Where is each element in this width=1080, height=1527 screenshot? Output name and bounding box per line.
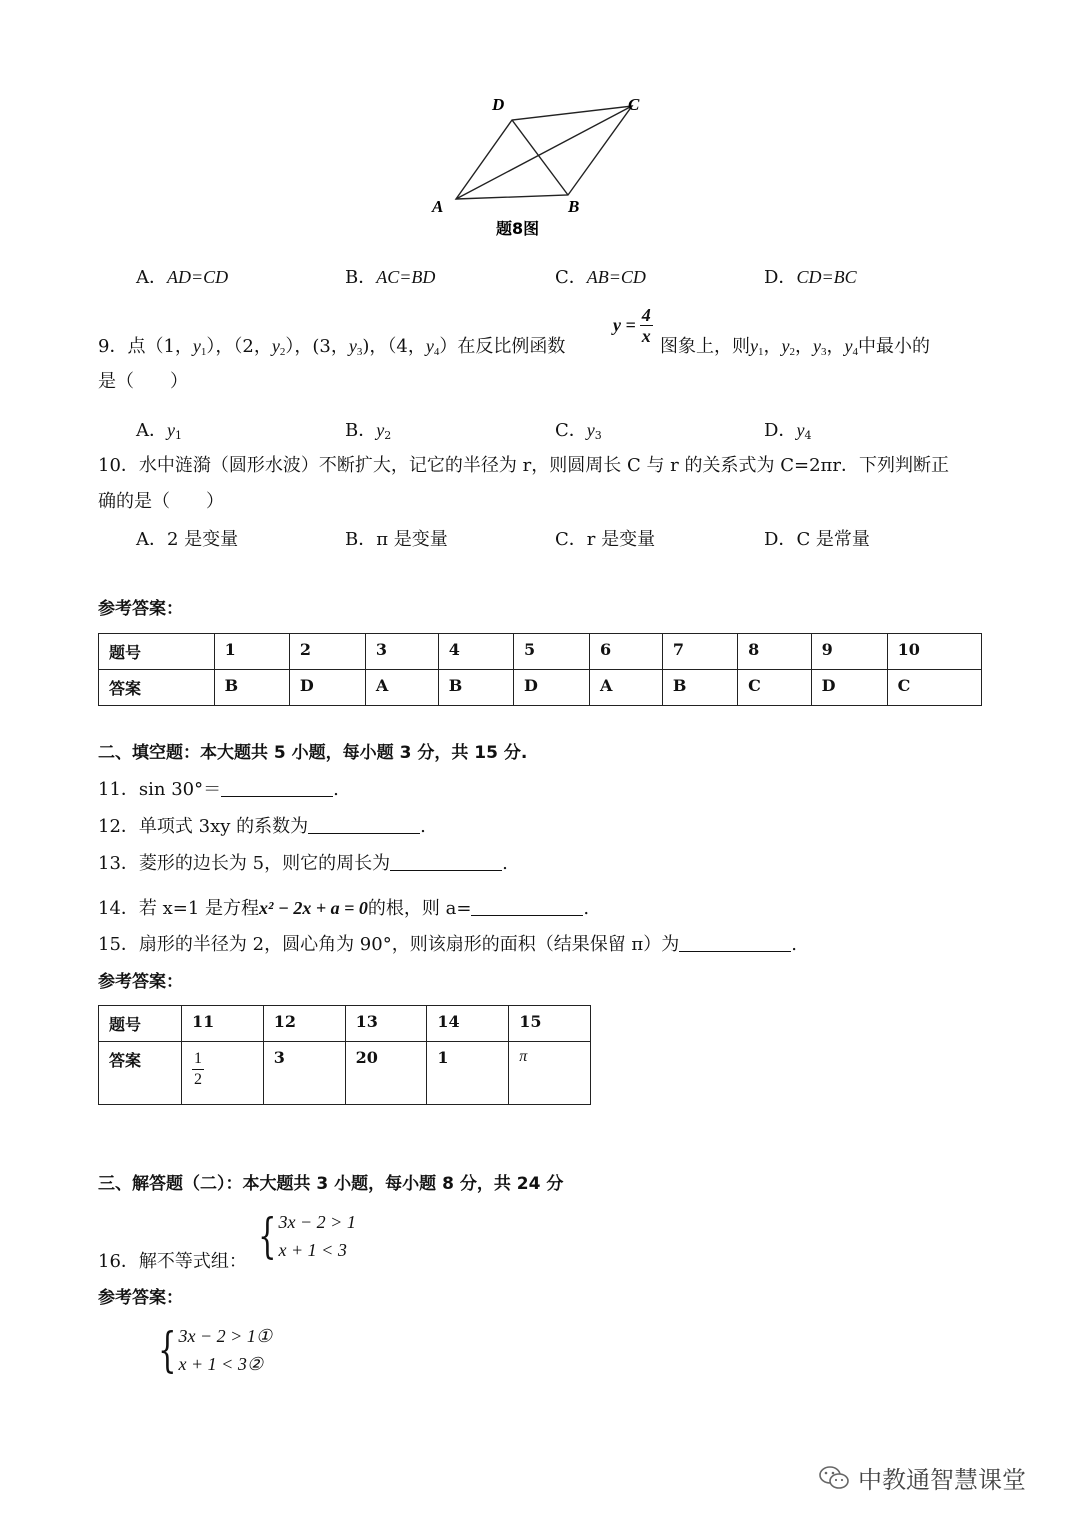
table-cell: π <box>509 1042 591 1105</box>
q15: 15．扇形的半径为 2，圆心角为 90°，则该扇形的面积（结果保留 π）为 . <box>98 934 797 955</box>
table-cell: D <box>811 670 887 706</box>
table-cell: C <box>738 670 812 706</box>
label-B: B <box>568 197 580 216</box>
q14: 14．若 x=1 是方程x² − 2x + a = 0的根，则 a= . <box>98 898 590 919</box>
table-cell: 2 <box>289 634 365 670</box>
answer-label-3: 参考答案： <box>98 1288 183 1308</box>
q10-option-b: B．π 是变量 <box>345 529 448 550</box>
q9-option-b: B．$y_2$ <box>345 420 392 442</box>
answer-label-1: 参考答案： <box>98 599 183 619</box>
table-cell: B <box>662 670 737 706</box>
q9-option-c: C．$y_3$ <box>555 420 602 442</box>
figure-caption: 题8图 <box>496 219 540 238</box>
row-head-number: 题号 <box>99 1006 182 1042</box>
q9-line2: 是（ ） <box>98 371 188 392</box>
table-cell: 4 <box>438 634 513 670</box>
table-cell: 8 <box>738 634 812 670</box>
q9-option-a: A．$y_1$ <box>136 420 182 442</box>
q16-ineq-1: 3x − 2 > 1 <box>278 1212 356 1232</box>
q10-line2: 确的是（ ） <box>98 491 224 512</box>
table-cell: A <box>589 670 662 706</box>
table-cell: $\frac{1}{2}$ <box>182 1042 264 1105</box>
q13: 13．菱形的边长为 5，则它的周长为 . <box>98 853 508 874</box>
table-cell: D <box>289 670 365 706</box>
table-cell: 13 <box>345 1006 427 1042</box>
table-cell: 3 <box>365 634 438 670</box>
q16-ineq-2: x + 1 < 3 <box>278 1240 347 1260</box>
q10-line1: 10．水中涟漪（圆形水波）不断扩大，记它的半径为 r，则圆周长 C 与 r 的关系式为 C=2πr．下列判断正 <box>98 455 949 476</box>
answer-table-2 <box>98 1005 591 1105</box>
wechat-icon <box>818 1464 850 1492</box>
q9-line1-tail: 图象上，则$y_1$，$y_2$，$y_3$，$y_4$中最小的 <box>660 336 930 358</box>
table-cell: 12 <box>263 1006 345 1042</box>
table-cell: 1 <box>214 634 289 670</box>
q8-option-a: A．AD=CD <box>136 267 229 288</box>
table-cell: 5 <box>513 634 589 670</box>
q10-option-c: C．r 是变量 <box>555 529 656 550</box>
q16-system: { 3x − 2 > 1 x + 1 < 3 <box>258 1208 356 1264</box>
section2-title: 二、填空题：本大题共 5 小题，每小题 3 分，共 15 分. <box>98 743 528 763</box>
table-cell: 3 <box>263 1042 345 1105</box>
row-head-answer: 答案 <box>99 670 215 706</box>
row-head-answer: 答案 <box>99 1042 182 1105</box>
table-cell: 20 <box>345 1042 427 1105</box>
table-cell: 10 <box>887 634 981 670</box>
row-head-number: 题号 <box>99 634 215 670</box>
table-cell: 9 <box>811 634 887 670</box>
table-cell: B <box>214 670 289 706</box>
watermark: 中教通智慧课堂 <box>818 1460 1026 1495</box>
label-C: C <box>628 95 640 114</box>
q8-option-b: B．AC=BD <box>345 267 436 288</box>
q9-line1: 9．点（1，$y_1$），（2，$y_2$），(3，$y_3$)，（4，$y_4$）在反比例函数 <box>98 336 566 358</box>
label-D: D <box>492 95 505 114</box>
table-row <box>99 634 982 670</box>
parallelogram-figure <box>420 88 660 248</box>
q10-option-a: A．2 是变量 <box>136 529 239 550</box>
table-cell: D <box>513 670 589 706</box>
table-row <box>99 670 982 706</box>
table-cell: 1 <box>427 1042 509 1105</box>
q16: 16．解不等式组： <box>98 1251 247 1272</box>
table-row <box>99 1006 591 1042</box>
q8-option-d: D．CD=BC <box>764 267 857 288</box>
q16-answer-system: { 3x − 2 > 1① x + 1 < 3② <box>158 1322 272 1378</box>
table-cell: A <box>365 670 438 706</box>
table-cell: 6 <box>589 634 662 670</box>
section3-title: 三、解答题（二）：本大题共 3 小题，每小题 8 分，共 24 分 <box>98 1174 564 1194</box>
q12: 12．单项式 3xy 的系数为 . <box>98 816 426 837</box>
table-cell: C <box>887 670 981 706</box>
q9-function: y = $\frac{4}{x}$ <box>613 305 651 346</box>
answer-table-1 <box>98 633 982 706</box>
table-cell: 14 <box>427 1006 509 1042</box>
q16-answer-ineq-2: x + 1 < 3② <box>178 1354 263 1374</box>
table-cell: 15 <box>509 1006 591 1042</box>
table-row <box>99 1042 591 1105</box>
answer-label-2: 参考答案： <box>98 972 183 992</box>
table-cell: 11 <box>182 1006 264 1042</box>
table-cell: B <box>438 670 513 706</box>
q11: 11．sin 30°＝ . <box>98 779 339 800</box>
q16-answer-ineq-1: 3x − 2 > 1① <box>178 1326 272 1346</box>
label-A: A <box>432 197 444 216</box>
q9-option-d: D．$y_4$ <box>764 420 812 442</box>
q10-option-d: D．C 是常量 <box>764 529 870 550</box>
q8-option-c: C．AB=CD <box>555 267 646 288</box>
table-cell: 7 <box>662 634 737 670</box>
